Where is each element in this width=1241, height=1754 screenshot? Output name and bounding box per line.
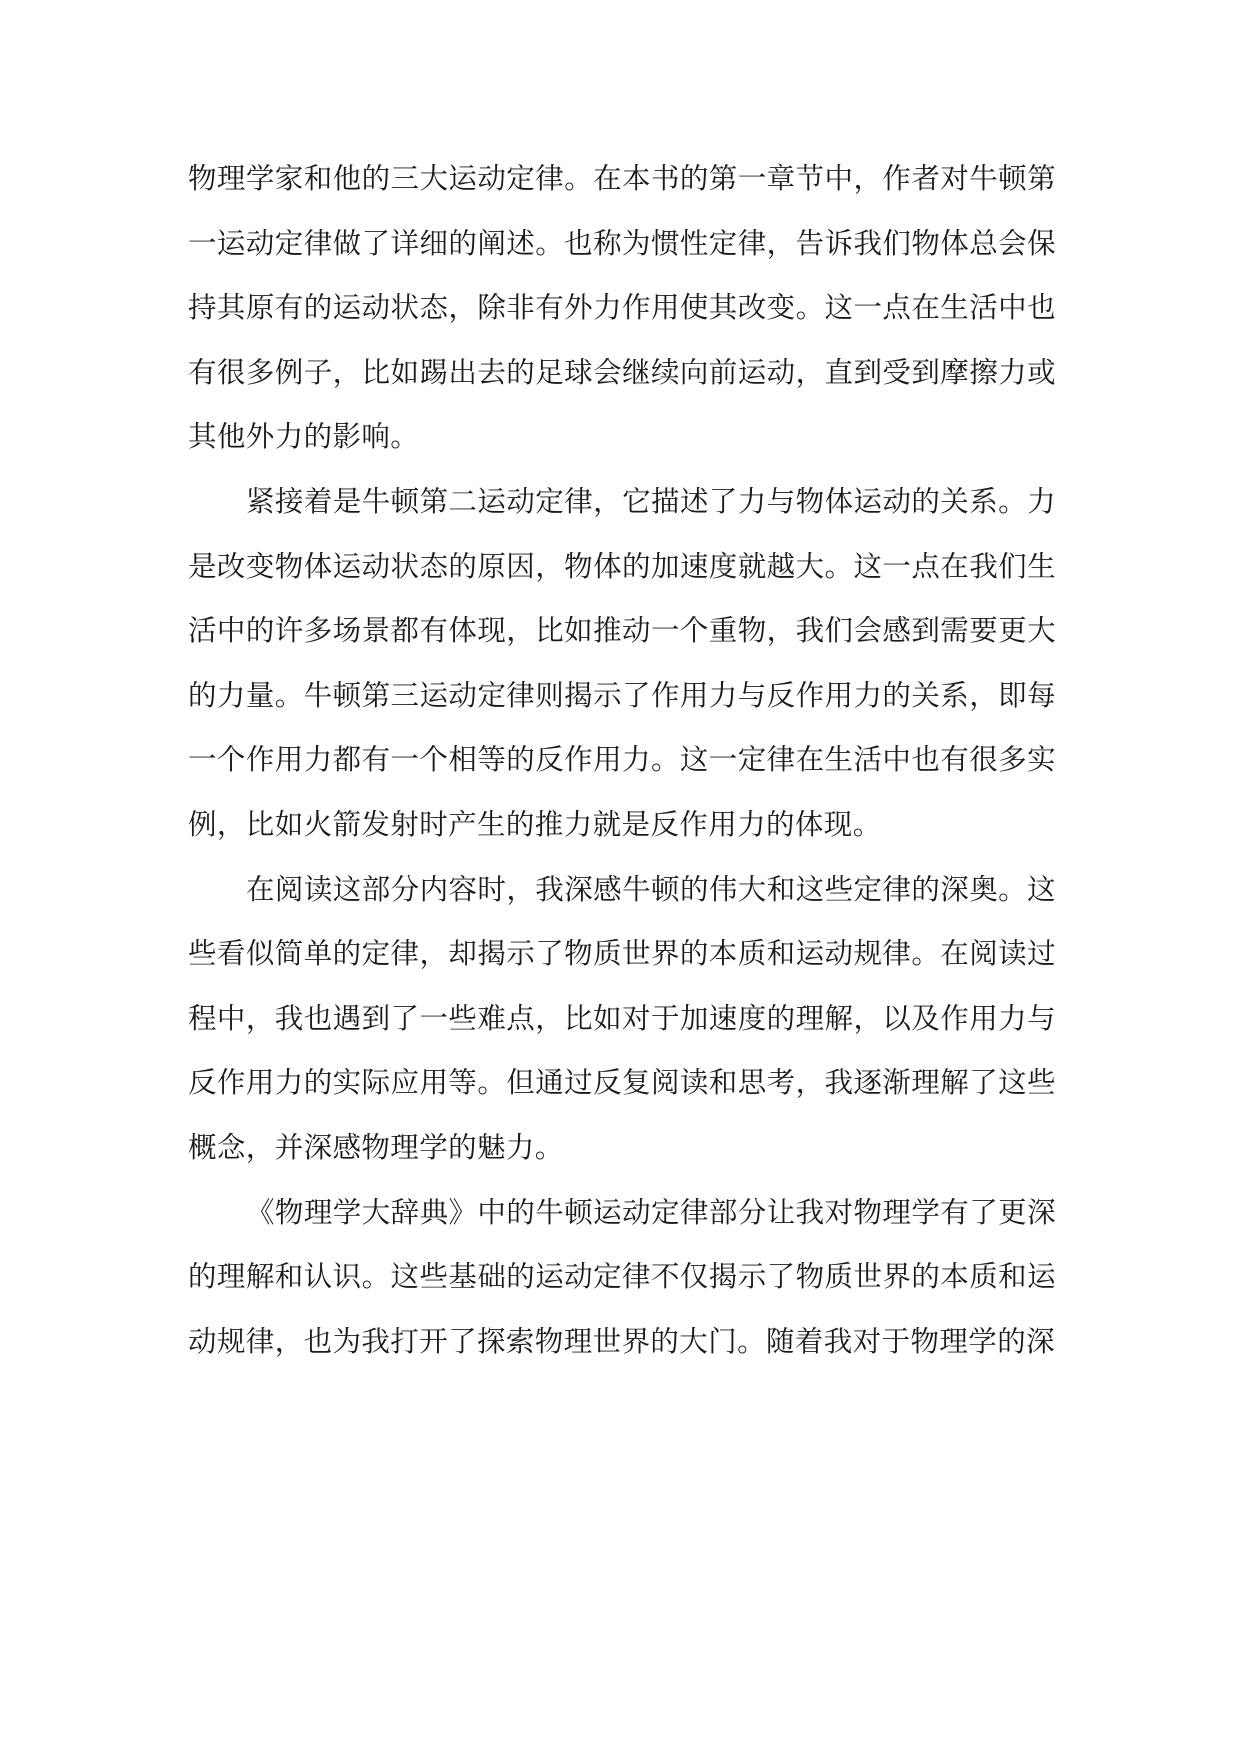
paragraph-2: 紧接着是牛顿第二运动定律，它描述了力与物体运动的关系。力是改变物体运动状态的原因，物体的加速度就越大。这一点在我们生活中的许多场景都有体现，比如推动一个重物，我们会感到需要更大的力量。牛顿第三运动定律则揭示了作用力与反作用力的关系，即每一个作用力都有一个相等的反作用力。这一定律在生活中也有很多实例，比如火箭发射时产生的推力就是反作用力的体现。 bbox=[188, 484, 1056, 841]
document-body bbox=[188, 147, 1056, 1374]
paragraph-3: 在阅读这部分内容时，我深感牛顿的伟大和这些定律的深奥。这些看似简单的定律，却揭示了物质世界的本质和运动规律。在阅读过程中，我也遇到了一些难点，比如对于加速度的理解，以及作用力与反作用力的实际应用等。但通过反复阅读和思考，我逐渐理解了这些概念，并深感物理学的魅力。 bbox=[188, 872, 1056, 1164]
paragraph-4: 《物理学大辞典》中的牛顿运动定律部分让我对物理学有了更深的理解和认识。这些基础的运动定律不仅揭示了物质世界的本质和运动规律，也为我打开了探索物理世界的大门。随着我对于物理学的深 bbox=[188, 1195, 1056, 1358]
paragraph-1: 物理学家和他的三大运动定律。在本书的第一章节中，作者对牛顿第一运动定律做了详细的阐述。也称为惯性定律，告诉我们物体总会保持其原有的运动状态，除非有外力作用使其改变。这一点在生活中也有很多例子，比如踢出去的足球会继续向前运动，直到受到摩擦力或其他外力的影响。 bbox=[188, 162, 1056, 454]
